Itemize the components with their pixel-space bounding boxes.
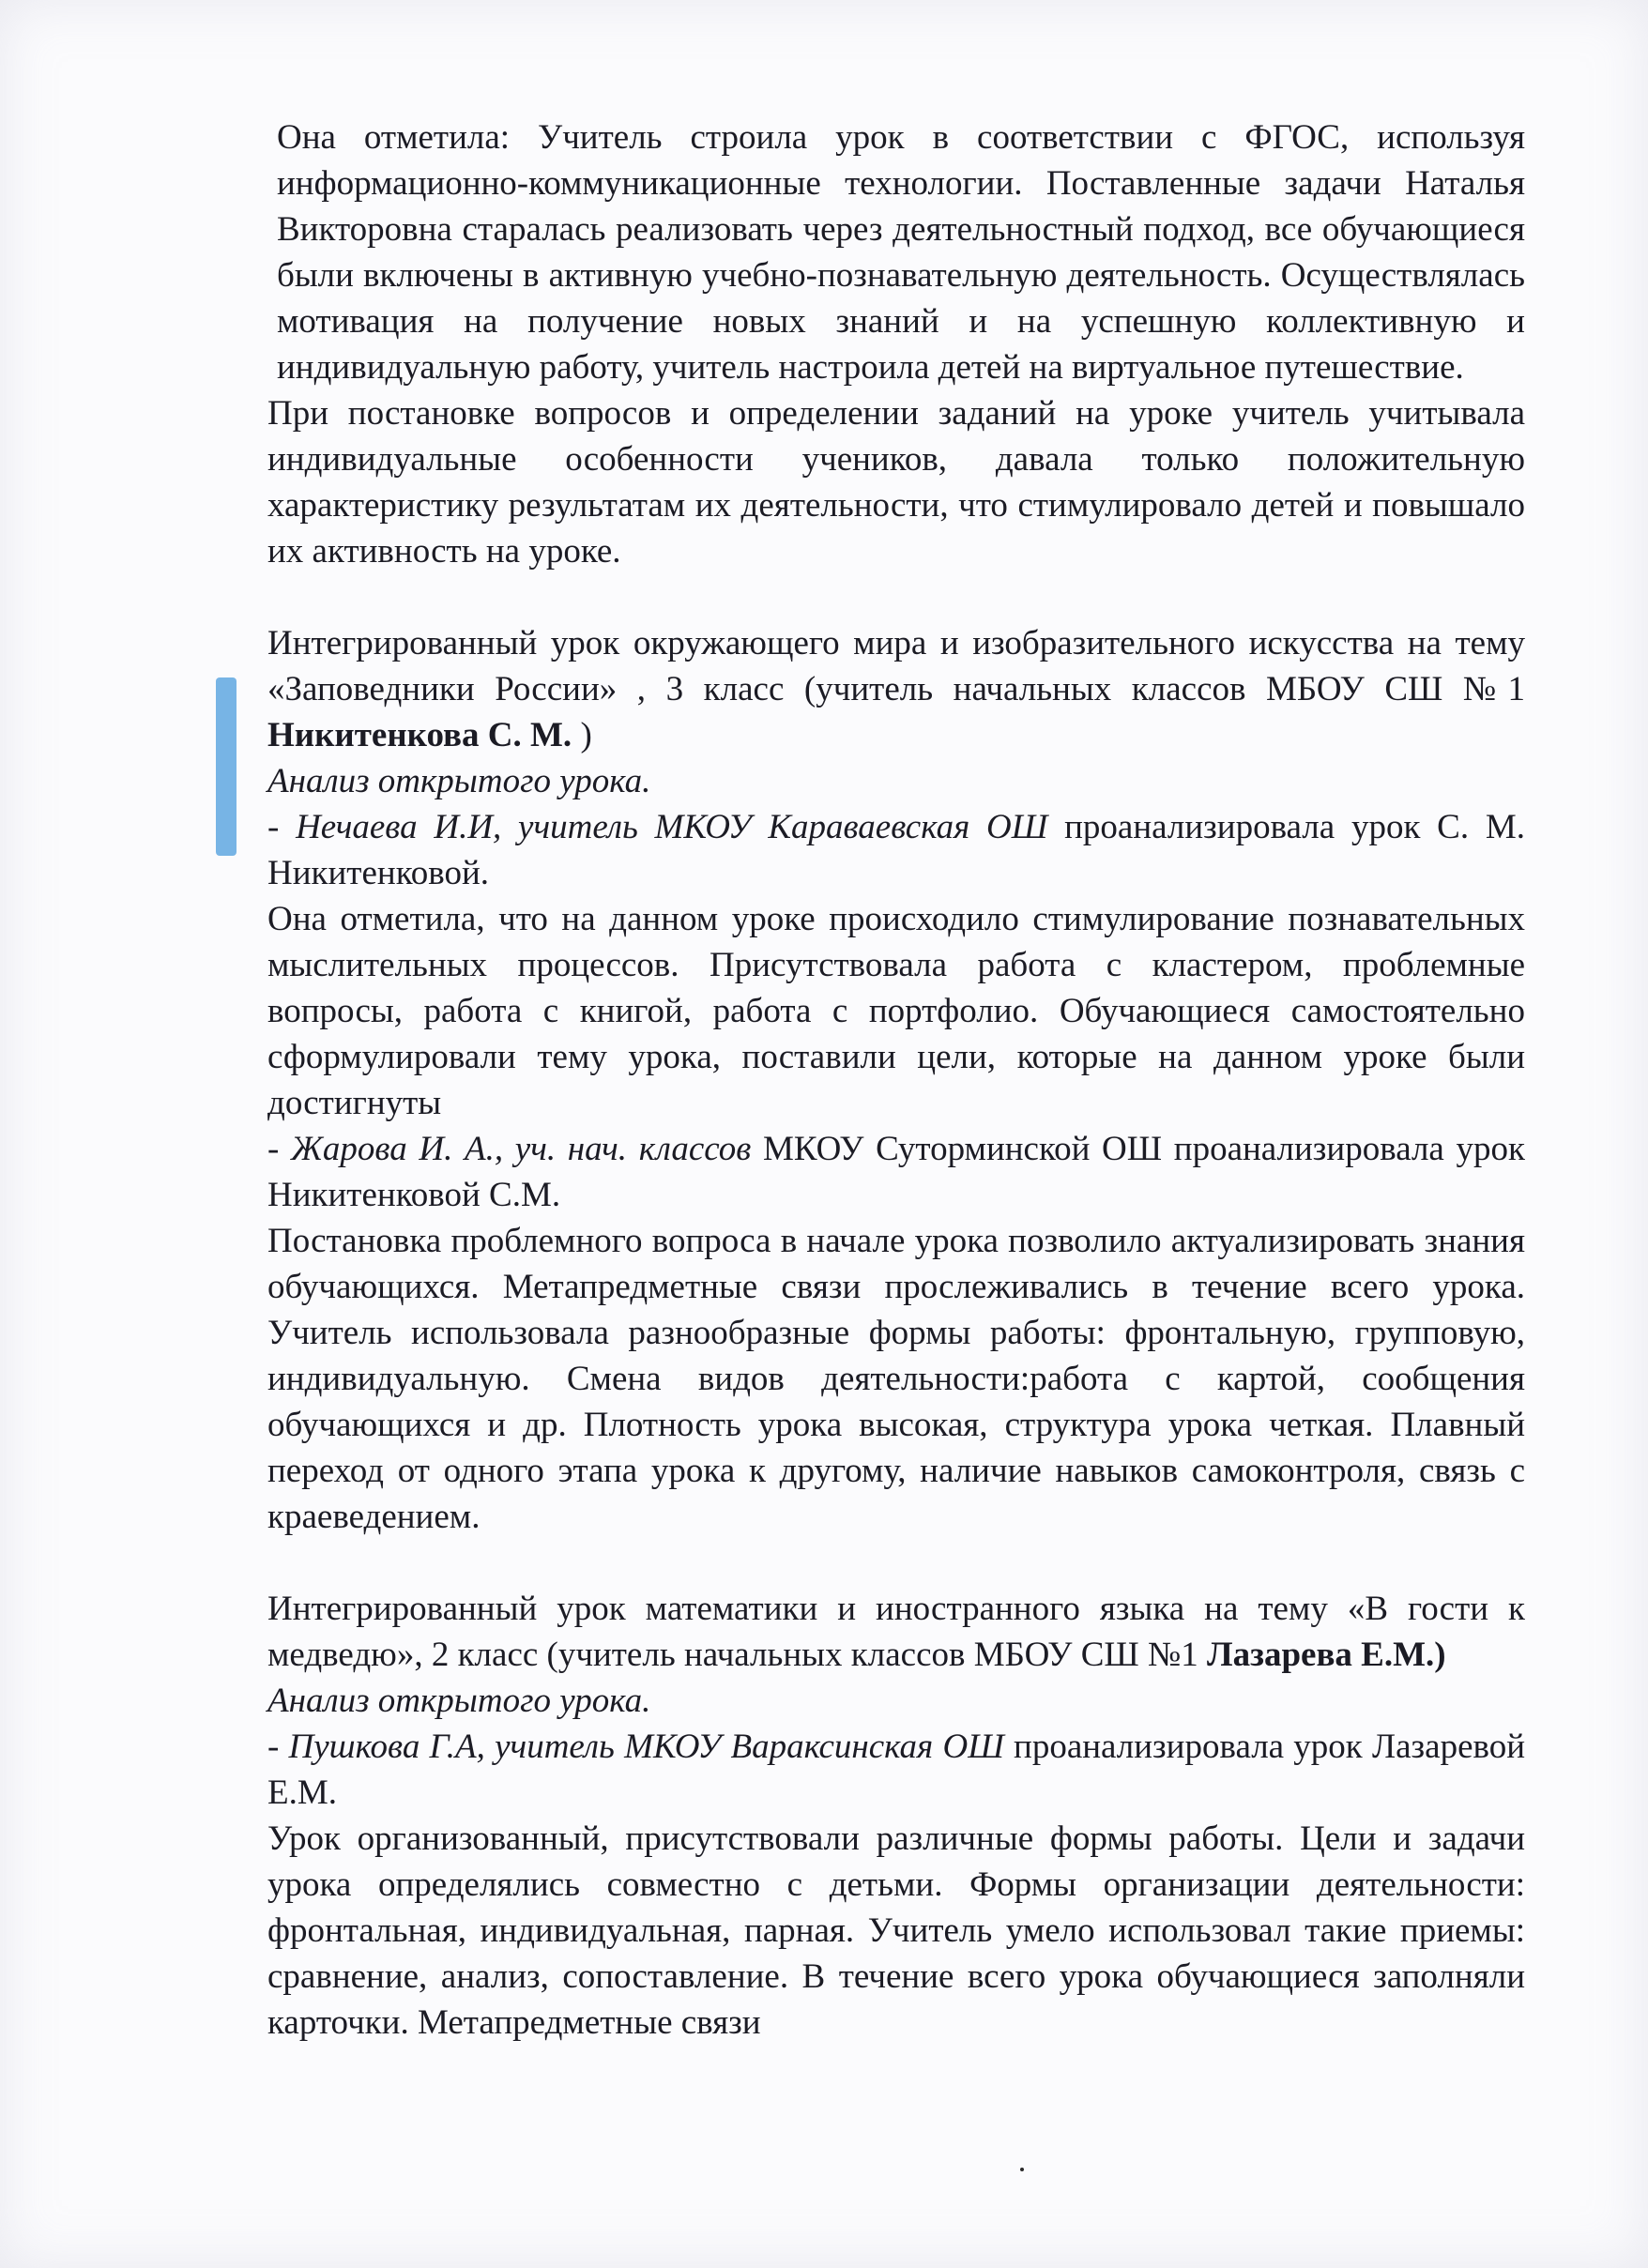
section-1-title xyxy=(267,620,1525,758)
section-2-title xyxy=(267,1586,1525,1678)
spacer xyxy=(267,574,1525,620)
section-1-reviewer-2 xyxy=(267,1126,1525,1218)
section-1-review-2-body: Постановка проблемного вопроса в начале урока позволило актуализировать знания обучающихся. Метапредметные связи прослеживались в течение всего урока. Учитель использовала разнообразные формы работы: фронтальную, групповую, индивидуальную. Смена видов деятельности:работа с картой, сообщения обучающихся и др. Плотность урока высокая, структура урока четкая. Плавный переход от одного этапа урока к другому, наличие навыков самоконтроля, связь с краеведением. xyxy=(267,1222,1525,1536)
section-1-teacher-name: Никитенкова С. М. xyxy=(267,716,572,754)
highlighter-mark xyxy=(216,677,237,856)
section-1-reviewer-1-name: - Нечаева И.И, учитель МКОУ Караваевская ОШ xyxy=(267,808,1048,846)
section-2-title-text: Интегрированный урок математики и иностранного языка на тему «В гости к медведю», 2 класс (учитель начальных классов МБОУ СШ №1 xyxy=(267,1590,1525,1674)
section-2-reviewer-1-name: - Пушкова Г.А, учитель МКОУ Вараксинская ОШ xyxy=(267,1728,1004,1766)
section-2-teacher-name: Лазарева Е.М.) xyxy=(1207,1636,1446,1674)
section-2-review-1-body: Урок организованный, присутствовали различные формы работы. Цели и задачи урока определялись совместно с детьми. Формы организации деятельности: фронтальная, индивидуальная, парная. Учитель умело использовал такие приемы: сравнение, анализ, сопоставление. В течение всего урока обучающиеся заполняли карточки. Метапредметные связи xyxy=(267,1819,1525,2042)
section-1-reviewer-2-name: - Жарова И. А., уч. нач. классов xyxy=(267,1130,752,1168)
section-1-review-1-body: Она отметила, что на данном уроке происходило стимулирование познавательных мыслительных процессов. Присутствовала работа с кластером, проблемные вопросы, работа с книгой, работа с портфолио. Обучающиеся самостоятельно сформулировали тему урока, поставили цели, которые на данном уроке были достигнуты xyxy=(267,900,1525,1122)
section-1-title-text: Интегрированный урок окружающего мира и изобразительного искусства на тему «Заповедники России» , 3 класс (учитель начальных классов МБОУ СШ №1 xyxy=(267,624,1525,708)
section-1-analysis-heading: Анализ открытого урока. xyxy=(267,762,651,800)
text-column xyxy=(267,114,1525,2046)
section-2-analysis-heading: Анализ открытого урока. xyxy=(267,1682,651,1720)
intro-paragraph-2: При постановке вопросов и определении заданий на уроке учитель учитывала индивидуальные особенности учеников, давала только положительную характеристику результатам их деятельности, что стимулировало детей и повышало их активность на уроке. xyxy=(267,394,1525,571)
section-1-reviewer-1 xyxy=(267,804,1525,896)
spacer xyxy=(267,1540,1525,1586)
section-2-reviewer-1 xyxy=(267,1724,1525,1816)
section-1-reviewer-2-text: МКОУ Суторминской ОШ проанализировала урок Никитенковой С.М. xyxy=(267,1130,1525,1214)
section-2-reviewer-1-text: проанализировала урок Лазаревой Е.М. xyxy=(267,1728,1526,1812)
section-1-reviewer-1-text: проанализировала урок С. М. Никитенковой. xyxy=(267,808,1525,892)
scan-speck xyxy=(1020,2168,1024,2171)
intro-paragraph-1: Она отметила: Учитель строила урок в соответствии с ФГОС, используя информационно-коммуникационные технологии. Поставленные задачи Наталья Викторовна старалась реализовать через деятельностный подход, все обучающиеся были включены в активную учебно-познавательную деятельность. Осуществлялась мотивация на получение новых знаний и на успешную коллективную и индивидуальную работу, учитель настроила детей на виртуальное путешествие. xyxy=(277,118,1525,387)
section-1-title-tail: ) xyxy=(572,716,592,754)
